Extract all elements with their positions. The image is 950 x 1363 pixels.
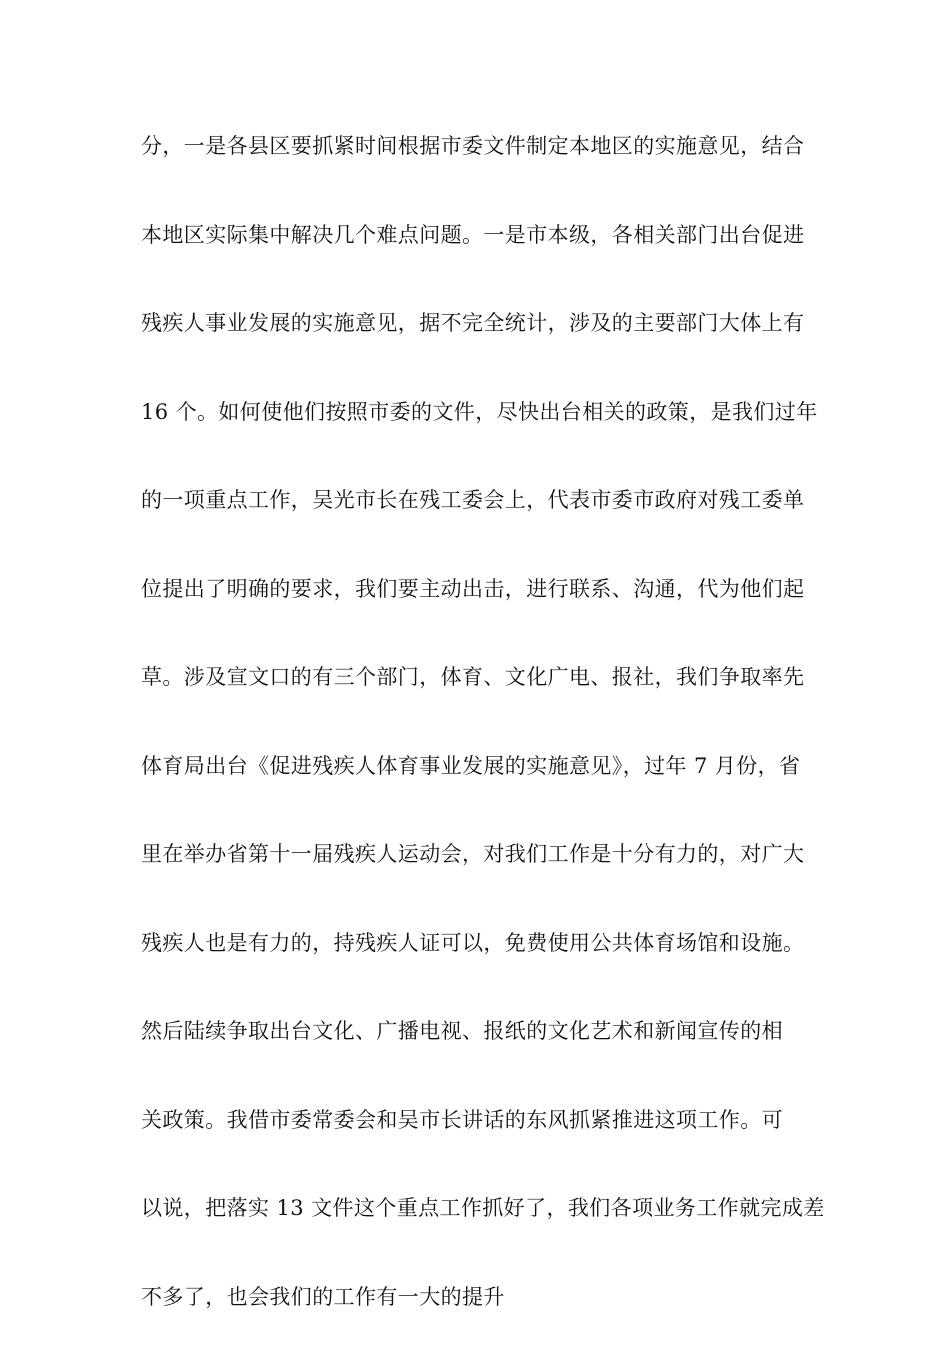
text-line: 以说，把落实 13 文件这个重点工作抓好了，我们各项业务工作就完成差 [141, 1196, 825, 1220]
text-line: 里在举办省第十一届残疾人运动会，对我们工作是十分有力的，对广大 [141, 842, 805, 866]
text-line: 然后陆续争取出台文化、广播电视、报纸的文化艺术和新闻宣传的相 [141, 1019, 783, 1043]
text-line: 16 个。如何使他们按照市委的文件，尽快出台相关的政策，是我们过年 [141, 399, 818, 424]
text-line: 位提出了明确的要求，我们要主动出击，进行联系、沟通，代为他们起 [141, 576, 805, 601]
text-line: 体育局出台《促进残疾人体育事业发展的实施意见》，过年 7 月份，省 [141, 753, 801, 778]
text-line: 残疾人也是有力的，持残疾人证可以，免费使用公共体育场馆和设施。 [141, 930, 805, 955]
text-line: 草。涉及宣文口的有三个部门，体育、文化广电、报社，我们争取率先 [141, 665, 805, 689]
text-line: 关政策。我借市委常委会和吴市长讲话的东风抓紧推进这项工作。可 [141, 1107, 783, 1132]
text-line: 分，一是各县区要抓紧时间根据市委文件制定本地区的实施意见，结合 [141, 134, 805, 158]
text-line: 残疾人事业发展的实施意见，据不完全统计，涉及的主要部门大体上有 [141, 311, 805, 335]
body-paragraph [141, 124, 825, 1363]
text-line: 本地区实际集中解决几个难点问题。一是市本级，各相关部门出台促进 [141, 222, 805, 247]
text-line: 不多了，也会我们的工作有一大的提升 [141, 1284, 505, 1309]
text-line: 的一项重点工作，吴光市长在残工委会上，代表市委市政府对残工委单 [141, 488, 805, 512]
